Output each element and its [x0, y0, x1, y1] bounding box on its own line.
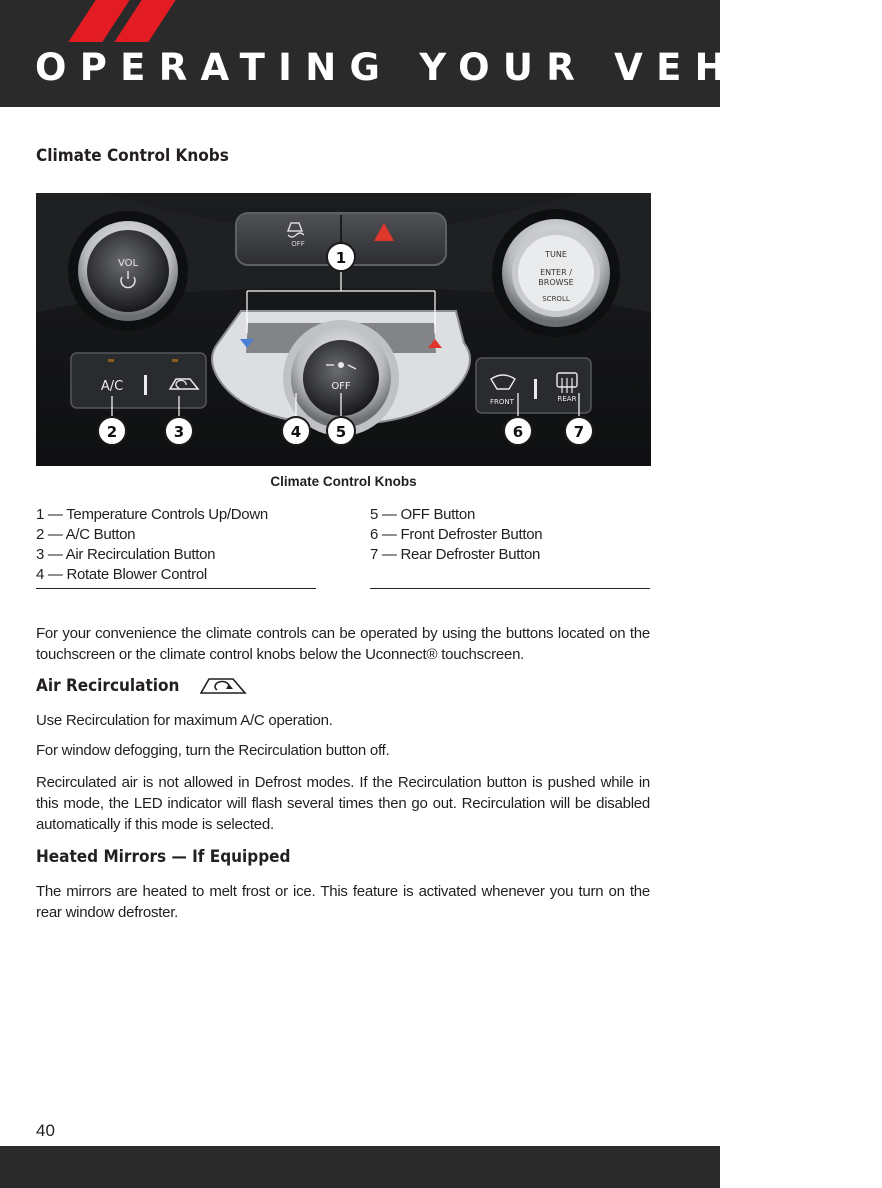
callout-6: 6	[512, 423, 524, 441]
legend-divider	[370, 588, 650, 589]
legend-item: 3 — Air Recirculation Button	[36, 546, 216, 563]
page-number: 40	[36, 1121, 55, 1140]
heated-mirrors-paragraph: The mirrors are heated to melt frost or ice. This feature is activated whenever you turn on the rear window defroster.	[36, 883, 650, 921]
front-label: FRONT	[490, 398, 514, 406]
traction-off-label: OFF	[291, 240, 305, 248]
enter-label: ENTER /	[540, 268, 572, 277]
rear-label: REAR	[557, 395, 577, 403]
legend-divider	[36, 588, 316, 589]
recirculation-icon	[199, 675, 247, 697]
callout-3: 3	[173, 423, 185, 441]
page-footer	[0, 1146, 720, 1188]
legend-item: 5 — OFF Button	[370, 506, 476, 523]
browse-label: BROWSE	[538, 278, 574, 287]
callout-4: 4	[290, 423, 302, 441]
section-title: Climate Control Knobs	[36, 146, 229, 166]
callout-7: 7	[573, 423, 585, 441]
legend-item: 1 — Temperature Controls Up/Down	[36, 506, 268, 523]
legend-left	[36, 505, 316, 585]
legend-item: 6 — Front Defroster Button	[370, 526, 543, 543]
recirc-paragraph: For window defogging, turn the Recirculation button off.	[36, 742, 390, 759]
recirc-paragraph: Use Recirculation for maximum A/C operation.	[36, 712, 333, 729]
climate-controls-photo	[36, 193, 651, 466]
callout-1: 1	[335, 249, 347, 267]
vol-label: VOL	[117, 258, 139, 269]
callout-5: 5	[335, 423, 347, 441]
ac-button-label: A/C	[100, 379, 124, 394]
air-recirculation-title: Air Recirculation	[36, 676, 180, 696]
recirc-paragraph: Recirculated air is not allowed in Defrost modes. If the Recirculation button is pushed while in this mode, the LED indicator will flash several times then go out. Recirculation will be disabled automatically if this mode is selected.	[36, 774, 650, 833]
off-button-label: OFF	[331, 381, 351, 392]
tune-label: TUNE	[545, 250, 567, 259]
legend-item: 7 — Rear Defroster Button	[370, 546, 541, 563]
page-header	[0, 0, 882, 107]
intro-paragraph: For your convenience the climate controls can be operated by using the buttons located on the touchscreen or the climate control knobs below the Uconnect® touchscreen.	[36, 625, 650, 663]
air-recirculation-heading	[36, 675, 247, 697]
header-title: OPERATING YOUR VEHICLE	[35, 46, 882, 89]
legend-right	[370, 505, 650, 565]
callout-2: 2	[106, 423, 118, 441]
legend-item: 4 — Rotate Blower Control	[36, 566, 207, 583]
figure-caption: Climate Control Knobs	[270, 474, 417, 489]
heated-mirrors-title: Heated Mirrors — If Equipped	[36, 847, 291, 867]
scroll-label: SCROLL	[542, 295, 570, 303]
legend-item: 2 — A/C Button	[36, 526, 136, 543]
